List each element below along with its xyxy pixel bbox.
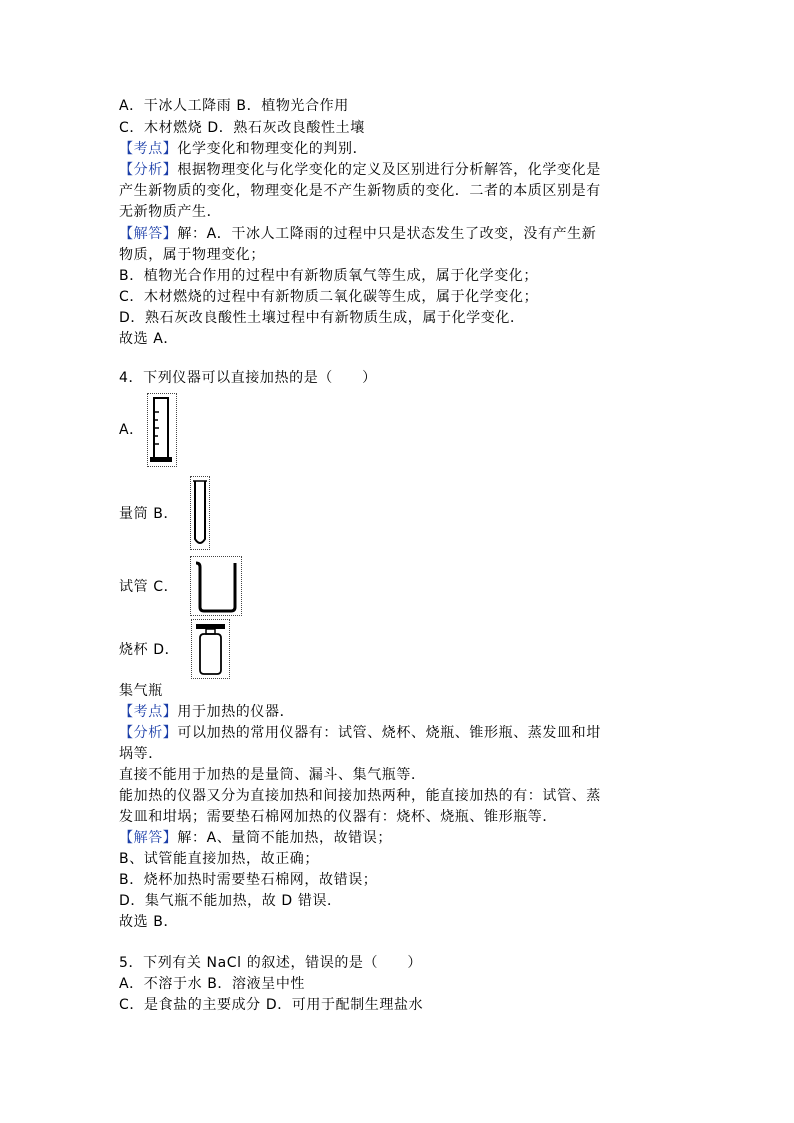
kaodian-text: 化学变化和物理变化的判别． <box>177 141 368 157</box>
kaodian-text: 用于加热的仪器． <box>177 704 295 720</box>
q4-kaodian <box>119 702 294 722</box>
q3-fenxi-line3: 无新物质产生． <box>119 204 222 220</box>
q4-option-a-label: A． <box>119 422 144 438</box>
q4-stem: 4．下列仪器可以直接加热的是（ ） <box>119 370 377 386</box>
gas-jar-icon <box>191 619 230 679</box>
q5-options-line2: C．是食盐的主要成分 D．可用于配制生理盐水 <box>119 997 424 1013</box>
jieda-tag: 【解答】 <box>119 830 178 846</box>
q4-jieda-line1 <box>119 828 392 848</box>
fenxi-text: 可以加热的常用仪器有：试管、烧杯、烧瓶、锥形瓶、蒸发皿和坩 <box>177 725 601 741</box>
q4-fenxi-line4: 能加热的仪器又分为直接加热和间接加热两种，能直接加热的有：试管、蒸 <box>119 788 601 804</box>
fenxi-text: 根据物理变化与化学变化的定义及区别进行分析解答，化学变化是 <box>177 162 601 178</box>
q3-jieda-line1 <box>119 224 596 244</box>
q4-answer: 故选 B． <box>119 914 179 930</box>
q4-fenxi-line2: 埚等． <box>119 746 163 762</box>
q3-answer: 故选 A． <box>119 331 179 347</box>
q3-jieda-line2: 物质，属于物理变化； <box>119 247 265 263</box>
jieda-text: 解：A、量筒不能加热，故错误； <box>177 830 392 846</box>
q4-fenxi-line1 <box>119 723 601 743</box>
q3-options-line1: A．干冰人工降雨 B．植物光合作用 <box>119 98 349 114</box>
q3-fenxi-line2: 产生新物质的变化，物理变化是不产生新物质的变化．二者的本质区别是有 <box>119 183 601 199</box>
q4-jieda-line4: D．集气瓶不能加热，故 D 错误． <box>119 893 342 909</box>
q4-option-c-label: 试管 C． <box>119 579 179 595</box>
jieda-text: 解：A．干冰人工降雨的过程中只是状态发生了改变，没有产生新 <box>177 226 597 242</box>
fenxi-tag: 【分析】 <box>119 162 178 178</box>
q4-fenxi-line3: 直接不能用于加热的是量筒、漏斗、集气瓶等． <box>119 767 426 783</box>
q3-fenxi-line1 <box>119 160 601 180</box>
kaodian-tag: 【考点】 <box>119 704 178 720</box>
kaodian-tag: 【考点】 <box>119 141 178 157</box>
fenxi-tag: 【分析】 <box>119 725 178 741</box>
q3-jieda-line4: C．木材燃烧的过程中有新物质二氧化碳等生成，属于化学变化； <box>119 289 539 305</box>
q4-jieda-line2: B、试管能直接加热，故正确； <box>119 851 320 867</box>
q4-fenxi-line5: 发皿和坩埚；需要垫石棉网加热的仪器有：烧杯、烧瓶、锥形瓶等． <box>119 809 557 825</box>
q5-stem: 5．下列有关 NaCl 的叙述，错误的是（ ） <box>119 955 422 971</box>
q3-kaodian <box>119 139 367 159</box>
q5-options-line1: A．不溶于水 B．溶液呈中性 <box>119 976 306 992</box>
q4-option-d-label: 烧杯 D． <box>119 642 180 658</box>
beaker-icon <box>190 556 242 616</box>
q4-jieda-line3: B．烧杯加热时需要垫石棉网，故错误； <box>119 872 378 888</box>
q3-jieda-line3: B．植物光合作用的过程中有新物质氧气等生成，属于化学变化； <box>119 268 539 284</box>
q3-jieda-line5: D．熟石灰改良酸性土壤过程中有新物质生成，属于化学变化． <box>119 310 525 326</box>
graduated-cylinder-icon <box>147 393 177 467</box>
q4-last-label: 集气瓶 <box>119 683 163 699</box>
test-tube-icon <box>190 476 210 550</box>
q4-option-b-label: 量筒 B． <box>119 506 179 522</box>
jieda-tag: 【解答】 <box>119 226 178 242</box>
q3-options-line2: C．木材燃烧 D．熟石灰改良酸性土壤 <box>119 120 365 136</box>
